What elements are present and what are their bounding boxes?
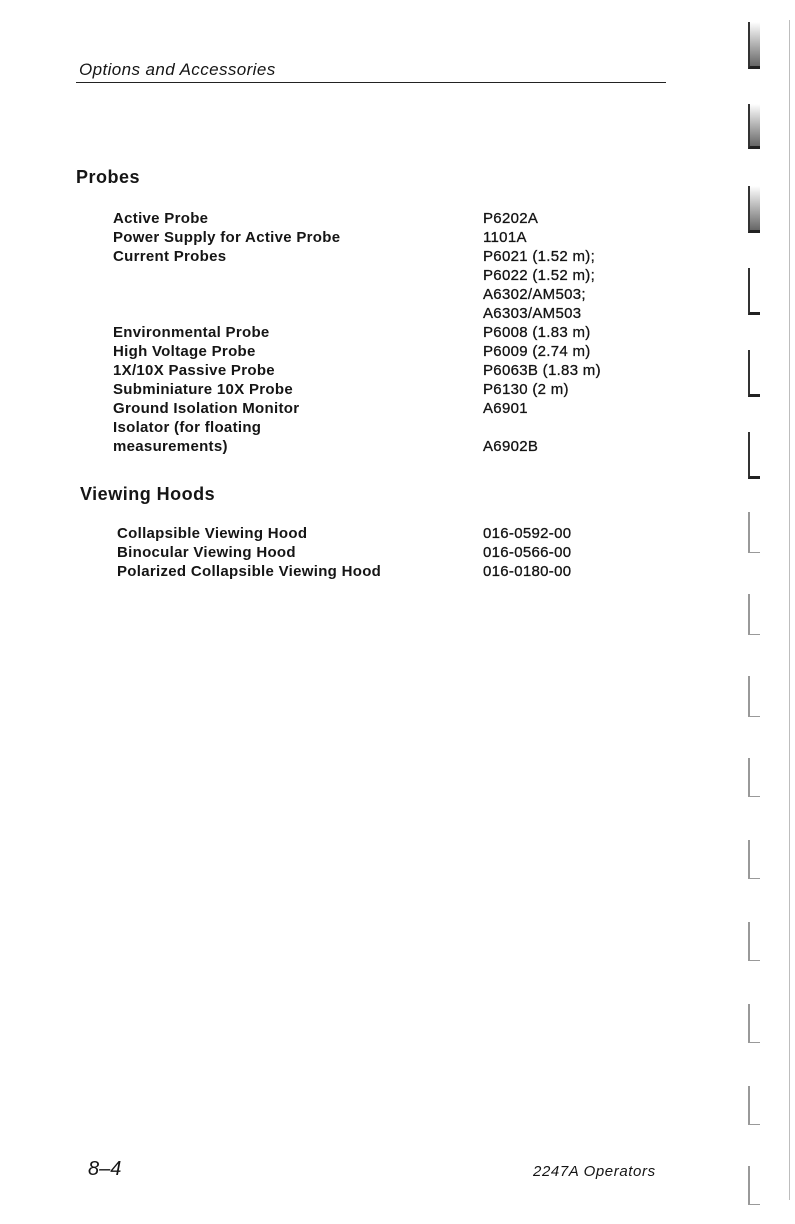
part-number: 1101A xyxy=(483,229,527,246)
part-number: A6902B xyxy=(483,438,539,455)
part-number: P6021 (1.52 m); xyxy=(483,248,596,265)
thumb-tab xyxy=(748,350,760,397)
thumb-tab xyxy=(748,104,760,149)
item-name: Power Supply for Active Probe xyxy=(113,229,341,246)
part-number: P6130 (2 m) xyxy=(483,381,569,398)
part-number: P6009 (2.74 m) xyxy=(483,343,591,360)
part-number: A6302/AM503; xyxy=(483,286,586,303)
running-header-title: Options and Accessories xyxy=(79,60,276,79)
viewing-hoods-heading: Viewing Hoods xyxy=(80,484,216,504)
item-name: High Voltage Probe xyxy=(113,343,256,360)
thumb-tab xyxy=(748,1166,760,1205)
part-number: 016-0592-00 xyxy=(483,525,572,542)
thumb-tab xyxy=(748,1086,760,1125)
thumb-tab xyxy=(748,1004,760,1043)
thumb-tab xyxy=(748,676,760,717)
manual-title: 2247A Operators xyxy=(533,1163,656,1180)
part-number: 016-0566-00 xyxy=(483,544,572,561)
item-name: Polarized Collapsible Viewing Hood xyxy=(117,563,382,580)
thumb-tab xyxy=(748,758,760,797)
part-number: A6901 xyxy=(483,400,528,417)
thumb-tab xyxy=(748,186,760,233)
edge-rule xyxy=(789,20,790,1200)
part-number: P6022 (1.52 m); xyxy=(483,267,596,284)
probes-heading: Probes xyxy=(76,167,141,187)
thumb-tab xyxy=(748,594,760,635)
item-name: Environmental Probe xyxy=(113,324,270,341)
item-name: Collapsible Viewing Hood xyxy=(117,525,308,542)
header-rule xyxy=(76,82,666,83)
thumb-tab xyxy=(748,432,760,479)
part-number: P6063B (1.83 m) xyxy=(483,362,601,379)
page-number: 8–4 xyxy=(88,1158,122,1180)
item-name: 1X/10X Passive Probe xyxy=(113,362,275,379)
item-name: measurements) xyxy=(113,438,228,455)
part-number: P6202A xyxy=(483,210,539,227)
item-name: Current Probes xyxy=(113,248,227,265)
item-name: Active Probe xyxy=(113,210,209,227)
item-name: Isolator (for floating xyxy=(113,419,262,436)
part-number: 016-0180-00 xyxy=(483,563,572,580)
thumb-tab xyxy=(748,22,760,69)
thumb-tab xyxy=(748,512,760,553)
part-number: P6008 (1.83 m) xyxy=(483,324,591,341)
thumb-tab xyxy=(748,840,760,879)
thumb-tab xyxy=(748,922,760,961)
item-name: Subminiature 10X Probe xyxy=(113,381,293,398)
part-number: A6303/AM503 xyxy=(483,305,582,322)
thumb-tab xyxy=(748,268,760,315)
item-name: Binocular Viewing Hood xyxy=(117,544,296,561)
item-name: Ground Isolation Monitor xyxy=(113,400,300,417)
